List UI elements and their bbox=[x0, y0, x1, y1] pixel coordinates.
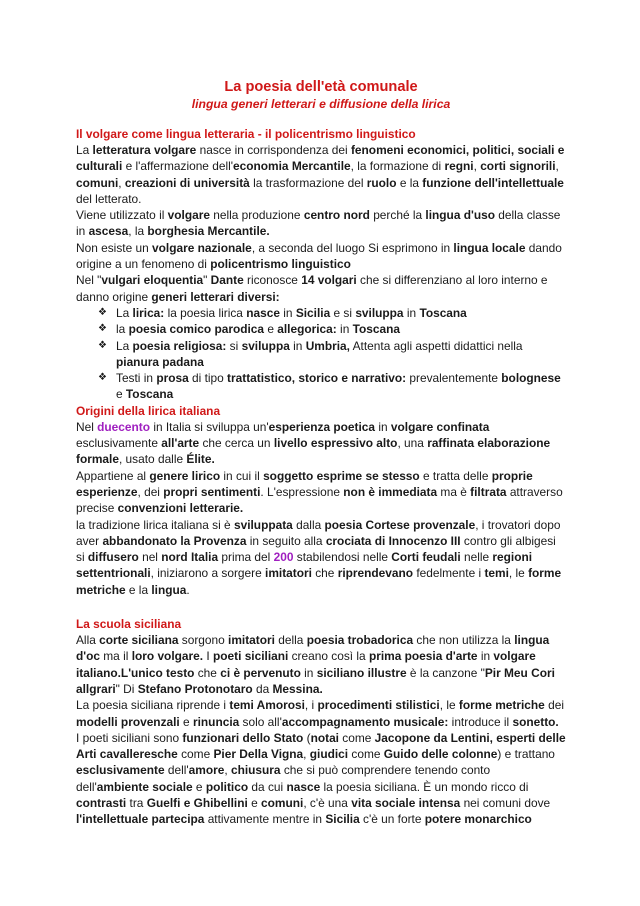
text-run: in bbox=[375, 419, 391, 434]
text-run: duecento bbox=[97, 419, 151, 434]
paragraph bbox=[76, 632, 566, 697]
text-run: e bbox=[192, 779, 206, 794]
text-run: ( bbox=[303, 730, 311, 745]
text-run: nei comuni dove bbox=[460, 795, 551, 810]
text-run: regioni settentrionali bbox=[76, 550, 533, 581]
text-run: . L'espressione bbox=[260, 484, 344, 499]
text-run: Pir Meu Cori allgrari bbox=[76, 665, 555, 696]
text-run: La poesia siciliana riprende i bbox=[76, 698, 230, 713]
text-run: generi letterari diversi: bbox=[151, 289, 280, 304]
text-run: lingua bbox=[151, 582, 187, 597]
text-run: fedelmente i bbox=[413, 566, 485, 581]
text-run: rinuncia bbox=[192, 714, 240, 729]
text-run: Jacopone da Lentini, esperti delle Arti cavalleresche bbox=[76, 730, 566, 762]
text-run: funzione dell'intellettuale bbox=[422, 175, 564, 190]
text-run: volgare confinata bbox=[390, 419, 490, 434]
text-run: ) e trattano bbox=[497, 747, 555, 762]
text-run: dando origine a un fenomeno di bbox=[76, 240, 562, 272]
text-run: ci è pervenuto bbox=[220, 665, 301, 680]
text-run: centro nord bbox=[303, 208, 370, 223]
text-run: diffusero bbox=[87, 550, 139, 565]
text-run: Corti feudali bbox=[391, 550, 461, 565]
text-run: , bbox=[473, 159, 481, 174]
text-run: letteratura volgare bbox=[92, 143, 197, 157]
text-run: policentrismo linguistico bbox=[210, 257, 351, 272]
list-item-text bbox=[116, 322, 400, 336]
text-run: e si bbox=[330, 305, 356, 320]
text-run: ma il bbox=[99, 649, 132, 664]
text-run: Non esiste un bbox=[76, 240, 153, 255]
text-run: lingua d'uso bbox=[425, 208, 495, 223]
text-run: forme metriche bbox=[76, 566, 562, 597]
text-run: che non utilizza la bbox=[413, 633, 515, 648]
text-run: , iniziarono a sorgere bbox=[150, 566, 266, 581]
text-run: 200 bbox=[273, 550, 294, 565]
text-run: Guelfi e Ghibellini bbox=[146, 795, 248, 810]
text-run: La bbox=[76, 143, 93, 157]
text-run: Attenta agli aspetti didattici nella bbox=[349, 338, 523, 353]
text-run: loro volgare. bbox=[131, 649, 204, 664]
text-run: Sicilia bbox=[325, 812, 360, 827]
text-run: l'intellettuale partecipa bbox=[76, 812, 205, 827]
text-run: la poesia lirica bbox=[164, 305, 247, 320]
text-run: sonetto. bbox=[512, 714, 559, 729]
diamond-bullet-icon: ❖ bbox=[98, 339, 107, 351]
text-run: la trasformazione del bbox=[249, 175, 367, 190]
text-run: in bbox=[336, 322, 353, 337]
text-run: Élite. bbox=[186, 452, 215, 467]
text-run: , bbox=[118, 175, 125, 190]
text-run: crociata di Innocenzo III bbox=[325, 533, 461, 548]
text-run: La bbox=[116, 305, 133, 320]
text-run: Testi in bbox=[116, 371, 157, 386]
text-run: , bbox=[555, 159, 559, 174]
text-run: , una bbox=[397, 436, 428, 451]
text-run: dei bbox=[544, 698, 564, 713]
text-run: Toscana bbox=[125, 387, 174, 402]
page-subtitle: lingua generi letterari e diffusione della lirica bbox=[191, 97, 451, 111]
text-run: è la canzone " bbox=[406, 665, 485, 680]
text-run: Toscana bbox=[419, 305, 467, 320]
text-run: di tipo bbox=[188, 371, 228, 386]
text-run: funzionari dello Stato bbox=[182, 730, 304, 745]
paragraph bbox=[76, 207, 566, 240]
text-run: dalla bbox=[292, 517, 325, 532]
text-run: tra bbox=[126, 795, 147, 810]
text-run: , le bbox=[508, 566, 529, 581]
text-run: , le bbox=[439, 698, 459, 713]
text-run: " Di bbox=[115, 681, 138, 696]
text-run: dell' bbox=[164, 763, 189, 778]
text-run: in bbox=[289, 338, 306, 353]
text-run: I bbox=[203, 649, 213, 664]
text-run: da bbox=[252, 681, 273, 696]
text-run: lirica: bbox=[132, 305, 165, 320]
text-run: la poesia siciliana. È un mondo ricco di bbox=[320, 779, 529, 794]
list-item bbox=[76, 338, 566, 371]
text-run: lingua locale bbox=[453, 240, 526, 255]
text-run: c'è un forte bbox=[359, 812, 425, 827]
text-run: , la formazione di bbox=[350, 159, 445, 174]
text-run: esclusivamente bbox=[76, 763, 165, 778]
text-run: " bbox=[203, 273, 211, 288]
text-run: sorgono bbox=[178, 633, 229, 648]
paragraph bbox=[76, 272, 566, 305]
text-run: e tratta delle bbox=[419, 468, 492, 483]
text-run: , la bbox=[128, 224, 148, 239]
list-item bbox=[76, 321, 566, 337]
text-run: soggetto esprime se stesso bbox=[263, 468, 420, 483]
text-run: sviluppa bbox=[355, 305, 404, 320]
text-run: Nel bbox=[76, 419, 98, 434]
text-run: che cerca un bbox=[199, 436, 274, 451]
text-run: creazioni di università bbox=[124, 175, 250, 190]
text-run: fenomeni economici, politici, sociali e culturali bbox=[76, 143, 565, 174]
text-run: poesia religiosa: bbox=[132, 338, 227, 353]
text-run: amore bbox=[188, 763, 225, 778]
list-item-text bbox=[116, 371, 561, 401]
text-run: perché la bbox=[369, 208, 426, 223]
text-run: all'arte bbox=[161, 436, 200, 451]
text-run: Alla bbox=[76, 633, 100, 648]
text-run: , usato dalle bbox=[118, 452, 187, 467]
text-run: Sicilia bbox=[295, 305, 331, 320]
text-run: imitatori bbox=[265, 566, 312, 581]
text-run: si bbox=[226, 338, 242, 353]
text-run: poeti siciliani bbox=[212, 649, 289, 664]
text-run: ma è bbox=[437, 484, 471, 499]
text-run: del letterato. bbox=[76, 191, 142, 206]
text-run: 14 volgari bbox=[301, 273, 357, 288]
paragraph bbox=[76, 468, 566, 517]
paragraph bbox=[76, 517, 566, 598]
text-run: che bbox=[194, 665, 221, 680]
text-run: ambiente sociale bbox=[96, 779, 193, 794]
text-run: corte siciliana bbox=[99, 633, 179, 648]
text-run: e la bbox=[125, 582, 152, 597]
text-run: come bbox=[348, 747, 384, 762]
text-run: esperienza poetica bbox=[268, 419, 376, 434]
text-run: , bbox=[303, 747, 310, 762]
list-item-text bbox=[116, 339, 523, 369]
text-run: come bbox=[177, 747, 214, 762]
text-run: in cui il bbox=[220, 468, 264, 483]
text-run: modelli provenzali bbox=[76, 714, 180, 729]
text-run: comuni bbox=[261, 795, 304, 810]
list-item bbox=[76, 305, 566, 321]
text-run: la bbox=[116, 322, 129, 337]
text-run: in Italia si sviluppa un' bbox=[150, 419, 269, 434]
text-run: e bbox=[116, 387, 126, 402]
text-run: che si differenziano al loro interno e danno origine bbox=[76, 273, 548, 304]
text-run: economia Mercantile bbox=[233, 159, 351, 174]
text-run: ruolo bbox=[366, 175, 397, 190]
text-run: della classe in bbox=[76, 208, 561, 239]
text-run: volgare bbox=[167, 208, 210, 223]
text-run: come bbox=[338, 730, 375, 745]
page-title: La poesia dell'età comunale bbox=[224, 79, 418, 95]
text-run: creano così la bbox=[288, 649, 369, 664]
text-run: prima poesia d'arte bbox=[368, 649, 478, 664]
text-run: . bbox=[186, 582, 190, 597]
text-run: vulgari eloquentia bbox=[101, 273, 204, 288]
text-run: da cui bbox=[248, 779, 287, 794]
text-run: , bbox=[224, 763, 231, 778]
text-run: introduce il bbox=[448, 714, 513, 729]
text-run: La bbox=[116, 338, 133, 353]
text-run: contrasti bbox=[76, 795, 127, 810]
text-run: convenzioni letterarie. bbox=[117, 501, 244, 516]
text-run: prosa bbox=[156, 371, 189, 386]
text-run: Nel " bbox=[76, 273, 102, 288]
text-run: raffinata elaborazione formale bbox=[76, 436, 551, 467]
text-run: imitatori bbox=[228, 633, 275, 648]
text-run: Messina. bbox=[272, 681, 323, 696]
text-run: Guido delle colonne bbox=[383, 747, 498, 762]
text-run: volgare italiano.L'unico testo bbox=[76, 649, 536, 680]
list-item bbox=[76, 370, 566, 403]
text-run: temi Amorosi bbox=[229, 698, 305, 713]
text-run: trattatistico, storico e narrativo: bbox=[227, 371, 407, 386]
text-run: Appartiene al bbox=[76, 468, 150, 483]
text-run: in seguito alla bbox=[246, 533, 326, 548]
text-run: pianura padana bbox=[116, 354, 204, 369]
text-run: e la bbox=[396, 175, 423, 190]
text-run: chiusura bbox=[230, 763, 281, 778]
text-run: livello espressivo alto bbox=[273, 436, 398, 451]
text-run: riprendevano bbox=[337, 566, 414, 581]
text-run: prima del bbox=[218, 550, 274, 565]
text-run: procedimenti stilistici bbox=[317, 698, 440, 713]
text-run: poesia Cortese provenzale bbox=[324, 517, 476, 532]
text-run: abbandonato la Provenza bbox=[102, 533, 247, 548]
text-run: proprie esperienze bbox=[76, 468, 533, 499]
text-run: accompagnamento musicale: bbox=[281, 714, 449, 729]
text-run: nella produzione bbox=[209, 208, 304, 223]
paragraph bbox=[76, 730, 566, 828]
text-run: poesia trobadorica bbox=[306, 633, 414, 648]
text-run: propri sentimenti bbox=[163, 484, 261, 499]
section-origini bbox=[76, 403, 566, 598]
text-run: Dante bbox=[210, 273, 244, 288]
text-run: , i trovatori dopo aver bbox=[76, 517, 561, 548]
text-run: genere lirico bbox=[149, 468, 221, 483]
text-run: politico bbox=[205, 779, 249, 794]
genre-list bbox=[76, 305, 566, 403]
text-run: riconosce bbox=[243, 273, 302, 288]
text-run: forme metriche bbox=[458, 698, 545, 713]
text-run: sviluppata bbox=[233, 517, 293, 532]
text-run: nel bbox=[138, 550, 162, 565]
text-run: prevalentemente bbox=[406, 371, 502, 386]
text-run: attivamente mentre in bbox=[204, 812, 326, 827]
text-run: , i bbox=[304, 698, 318, 713]
paragraph bbox=[76, 419, 566, 468]
text-run: nelle bbox=[460, 550, 493, 565]
section-heading: La scuola siciliana bbox=[76, 617, 182, 632]
text-run: contro gli albigesi si bbox=[76, 533, 556, 565]
text-run: filtrata bbox=[470, 484, 507, 499]
text-run: I poeti siciliani sono bbox=[76, 730, 183, 745]
section-volgare bbox=[76, 126, 566, 403]
text-run: e l'affermazione dell' bbox=[122, 159, 234, 174]
text-run: allegorica: bbox=[277, 322, 337, 337]
text-run: sviluppa bbox=[241, 338, 290, 353]
text-run: temi bbox=[484, 566, 509, 581]
text-run: , a seconda del luogo Si esprimono in bbox=[251, 240, 454, 255]
paragraph bbox=[76, 240, 566, 273]
paragraph bbox=[76, 697, 566, 730]
text-run: nord Italia bbox=[161, 550, 219, 565]
text-run: nasce bbox=[246, 305, 280, 320]
text-run: Stefano Protonotaro bbox=[137, 681, 253, 696]
text-run: stabilendosi nelle bbox=[293, 550, 392, 565]
text-run: comuni bbox=[76, 175, 119, 190]
document-page bbox=[76, 78, 566, 828]
text-run: che bbox=[311, 566, 338, 581]
text-run: Pier Della Vigna bbox=[213, 747, 304, 762]
diamond-bullet-icon: ❖ bbox=[98, 372, 107, 384]
text-run: Umbria, bbox=[305, 338, 350, 353]
text-run: borghesia Mercantile. bbox=[147, 224, 270, 239]
text-run: in bbox=[477, 649, 494, 664]
text-run: in bbox=[279, 305, 296, 320]
text-run: , dei bbox=[137, 484, 164, 499]
text-run: in bbox=[403, 305, 420, 320]
text-run: nasce in corrispondenza dei bbox=[196, 143, 351, 157]
text-run: la tradizione lirica italiana si è bbox=[76, 517, 234, 532]
text-run: e bbox=[179, 714, 193, 729]
text-run: e bbox=[247, 795, 262, 810]
text-run: Viene utilizzato il bbox=[76, 208, 168, 223]
text-run: volgare nazionale bbox=[152, 240, 252, 255]
text-run: potere monarchico bbox=[424, 812, 532, 827]
text-run: nasce bbox=[286, 779, 321, 794]
text-run: notai bbox=[310, 730, 339, 745]
section-scuola-siciliana bbox=[76, 616, 566, 828]
text-run: bolognese bbox=[501, 371, 561, 386]
text-run: corti signorili bbox=[480, 159, 556, 174]
diamond-bullet-icon: ❖ bbox=[98, 323, 107, 335]
text-run: poesia comico parodica bbox=[128, 322, 265, 337]
text-run: regni bbox=[444, 159, 474, 174]
paragraph bbox=[76, 142, 566, 207]
text-run: lingua d'oc bbox=[76, 633, 550, 664]
text-run: che si può comprendere tenendo conto dell' bbox=[76, 763, 491, 794]
text-run: giudici bbox=[309, 747, 349, 762]
text-run: , c'è una bbox=[303, 795, 352, 810]
text-run: solo all' bbox=[239, 714, 282, 729]
text-run: esclusivamente bbox=[76, 436, 162, 451]
text-run: della bbox=[274, 633, 307, 648]
text-run: in bbox=[300, 665, 317, 680]
list-item-text bbox=[116, 306, 467, 320]
section-heading: Il volgare come lingua letteraria - il policentrismo linguistico bbox=[76, 127, 416, 141]
text-run: non è immediata bbox=[343, 484, 438, 499]
text-run: ascesa bbox=[88, 224, 129, 239]
text-run: e bbox=[264, 322, 278, 337]
text-run: Toscana bbox=[352, 322, 400, 337]
section-heading: Origini della lirica italiana bbox=[76, 403, 221, 418]
text-run: vita sociale intensa bbox=[351, 795, 461, 810]
diamond-bullet-icon: ❖ bbox=[98, 306, 107, 318]
text-run: siciliano illustre bbox=[316, 665, 407, 680]
text-run: attraverso precise bbox=[76, 484, 563, 516]
